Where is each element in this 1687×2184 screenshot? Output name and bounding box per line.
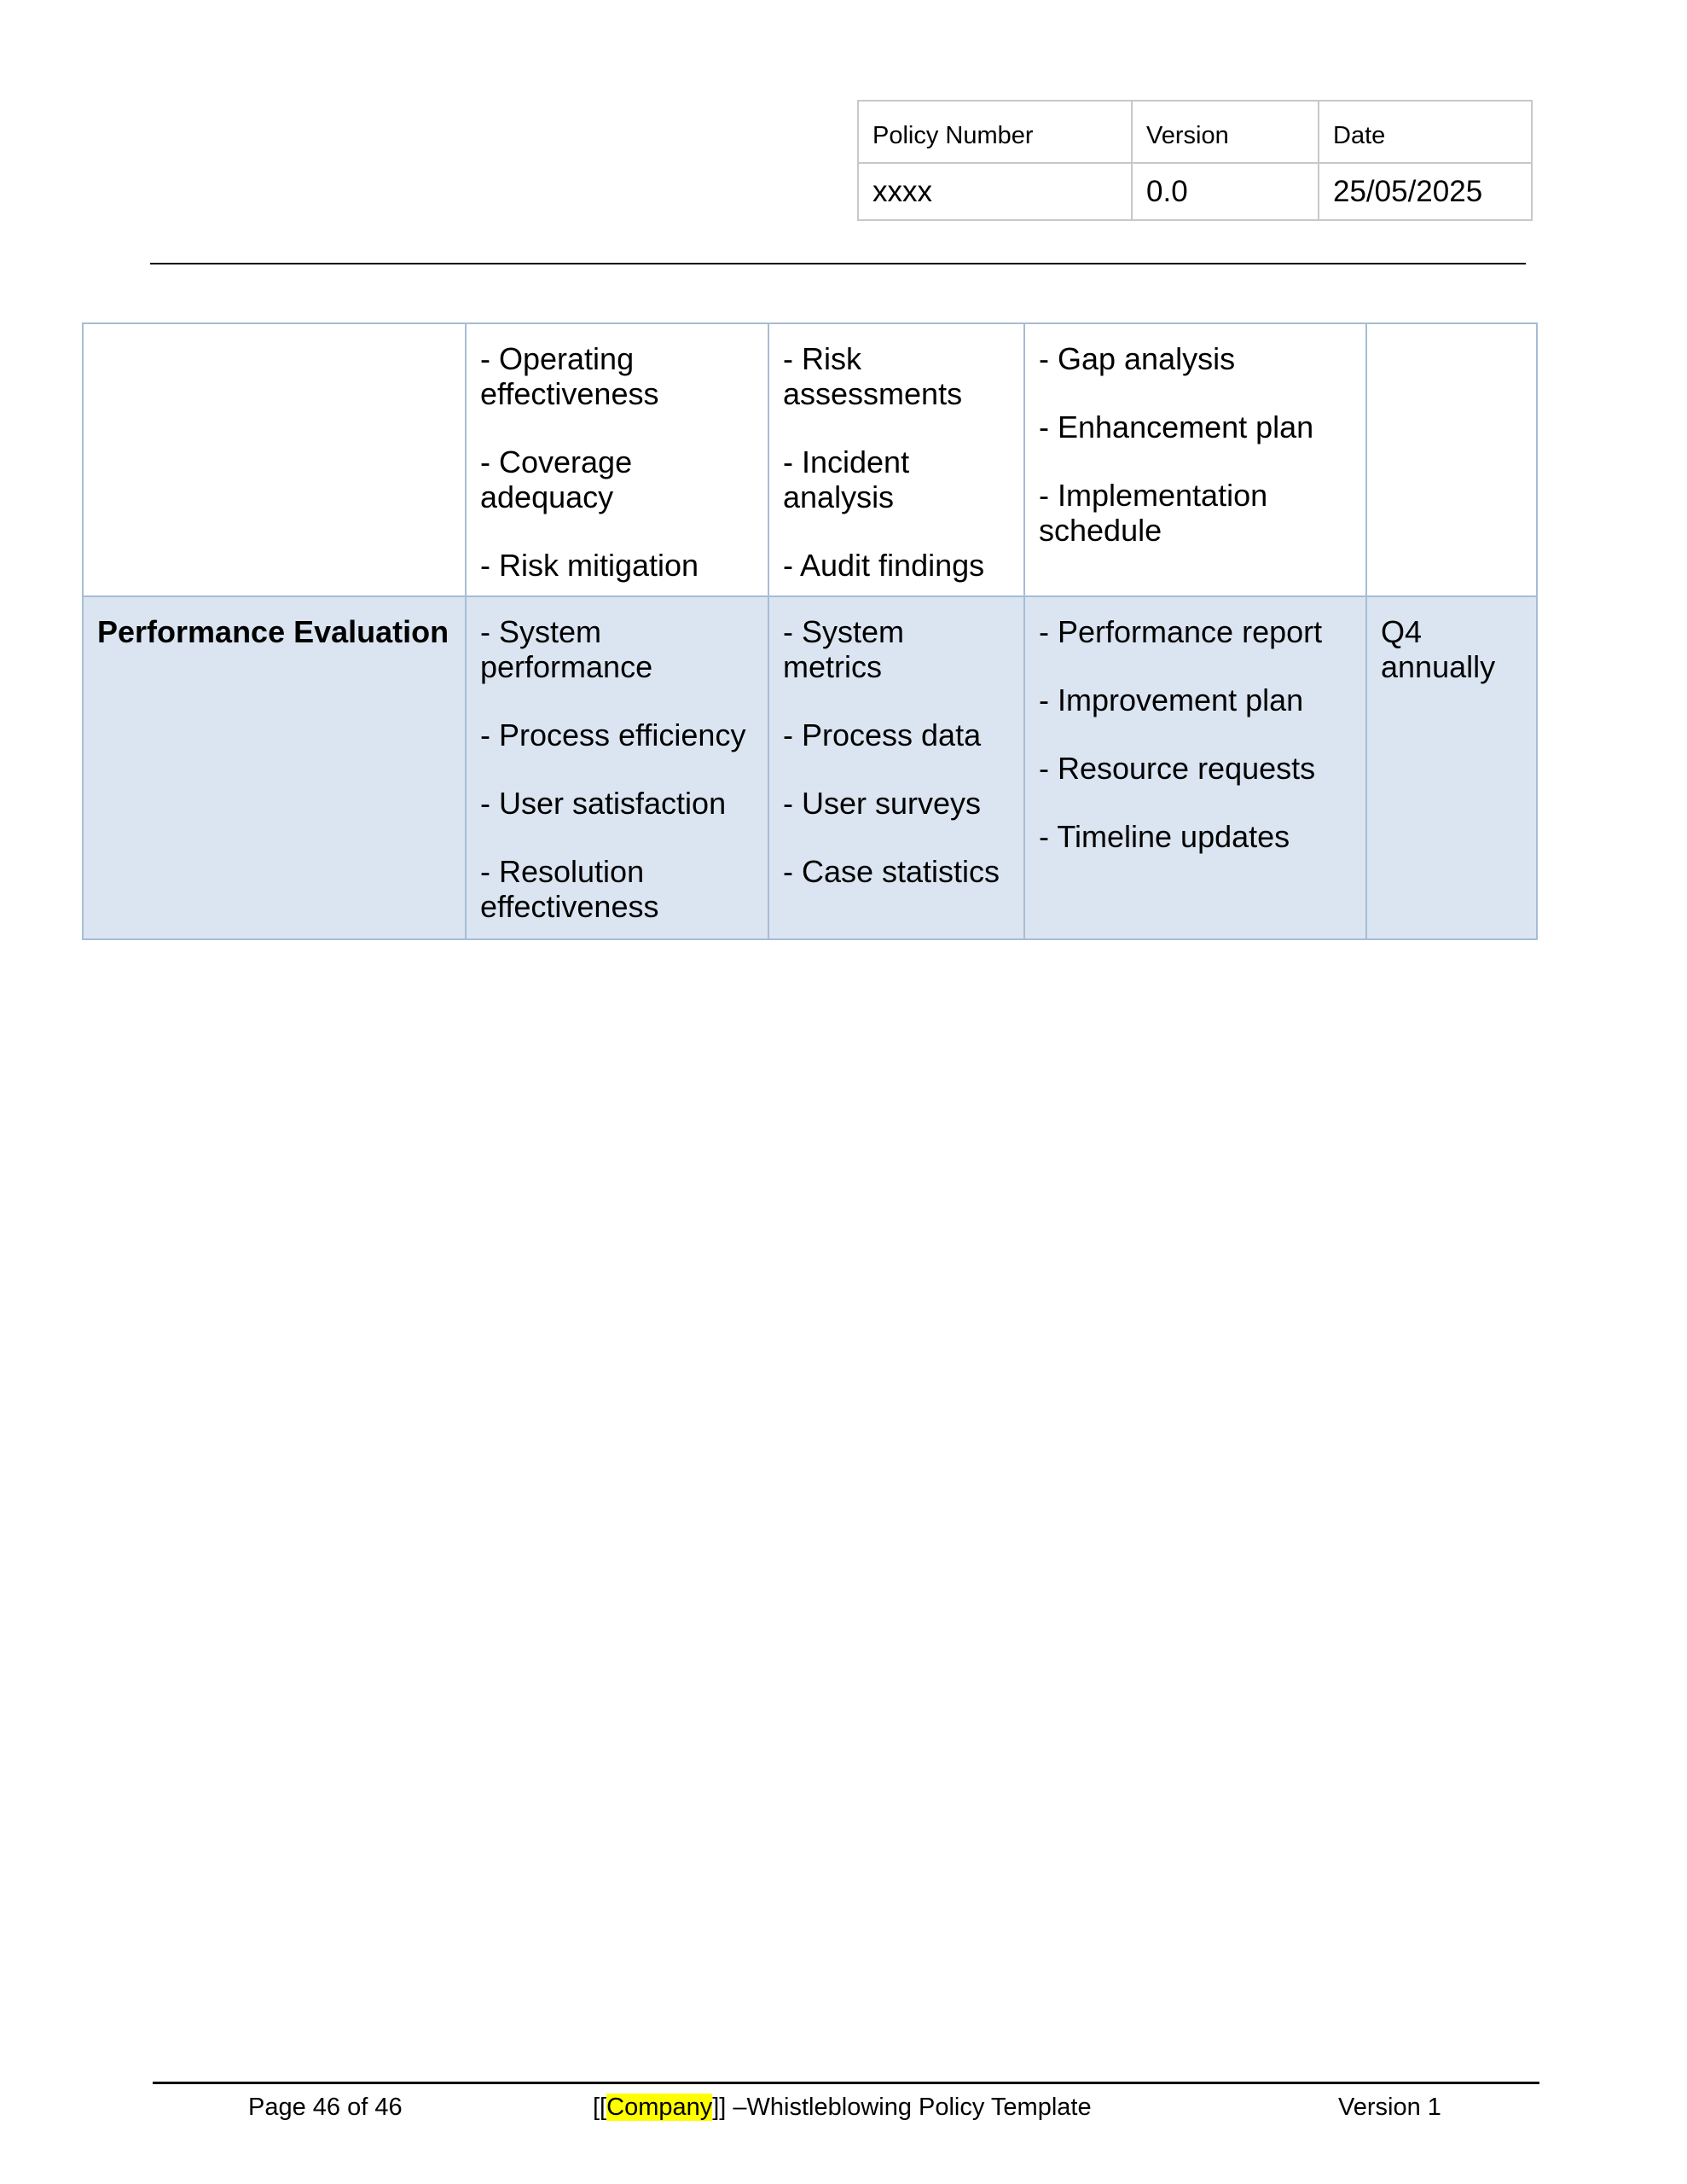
outputs-cell	[1024, 323, 1366, 596]
frequency-cell: Q4 annually	[1366, 596, 1537, 939]
row-label-cell	[83, 323, 466, 596]
list-item: - Improvement plan	[1039, 682, 1304, 717]
footer-version: Version 1	[1338, 2094, 1441, 2121]
criteria-cell	[466, 596, 768, 939]
header-divider	[150, 263, 1526, 264]
footer-title-suffix: ]] –Whistleblowing Policy Template	[712, 2094, 1092, 2121]
outputs-cell	[1024, 596, 1366, 939]
list-item: - Enhancement plan	[1039, 410, 1314, 444]
list-item: - Coverage adequacy	[480, 444, 633, 514]
list-item: - Incident analysis	[783, 444, 910, 514]
policy-number-value: xxxx	[858, 163, 1132, 220]
list-item: - Process efficiency	[480, 717, 746, 752]
criteria-cell	[466, 323, 768, 596]
policy-meta-header-row	[858, 101, 1532, 163]
list-item: - Case statistics	[783, 854, 1000, 889]
date-value: 25/05/2025	[1319, 163, 1532, 220]
frequency-cell	[1366, 323, 1537, 596]
row-label-cell: Performance Evaluation	[83, 596, 466, 939]
list-item: - System metrics	[783, 614, 905, 684]
list-item: - Risk assessments	[783, 341, 963, 411]
list-item: - Process data	[783, 717, 982, 752]
table-row	[83, 323, 1537, 596]
footer-divider	[153, 2082, 1539, 2084]
version-value: 0.0	[1132, 163, 1319, 220]
list-item: - User satisfaction	[480, 786, 727, 821]
sources-cell	[768, 596, 1024, 939]
list-item: - Resource requests	[1039, 751, 1316, 786]
footer-document-title	[593, 2092, 1092, 2123]
list-item: - Gap analysis	[1039, 341, 1236, 376]
policy-meta-table	[857, 100, 1533, 221]
list-item: - Operating effectiveness	[480, 341, 659, 411]
list-item: - Timeline updates	[1039, 819, 1290, 854]
list-item: - System performance	[480, 614, 653, 684]
policy-number-header: Policy Number	[858, 101, 1132, 163]
list-item: - User surveys	[783, 786, 982, 821]
table-row	[83, 596, 1537, 939]
sources-cell	[768, 323, 1024, 596]
date-header: Date	[1319, 101, 1532, 163]
footer-page-number: Page 46 of 46	[248, 2094, 403, 2121]
company-placeholder: Company	[606, 2094, 713, 2121]
list-item: - Performance report	[1039, 614, 1323, 649]
evaluation-table	[82, 322, 1538, 940]
list-item: - Resolution effectiveness	[480, 854, 659, 924]
footer-title-prefix: [[	[593, 2094, 607, 2121]
policy-meta-value-row	[858, 163, 1532, 220]
list-item: - Implementation schedule	[1039, 478, 1268, 548]
version-header: Version	[1132, 101, 1319, 163]
list-item: - Audit findings	[783, 548, 985, 583]
list-item: - Risk mitigation	[480, 548, 699, 583]
